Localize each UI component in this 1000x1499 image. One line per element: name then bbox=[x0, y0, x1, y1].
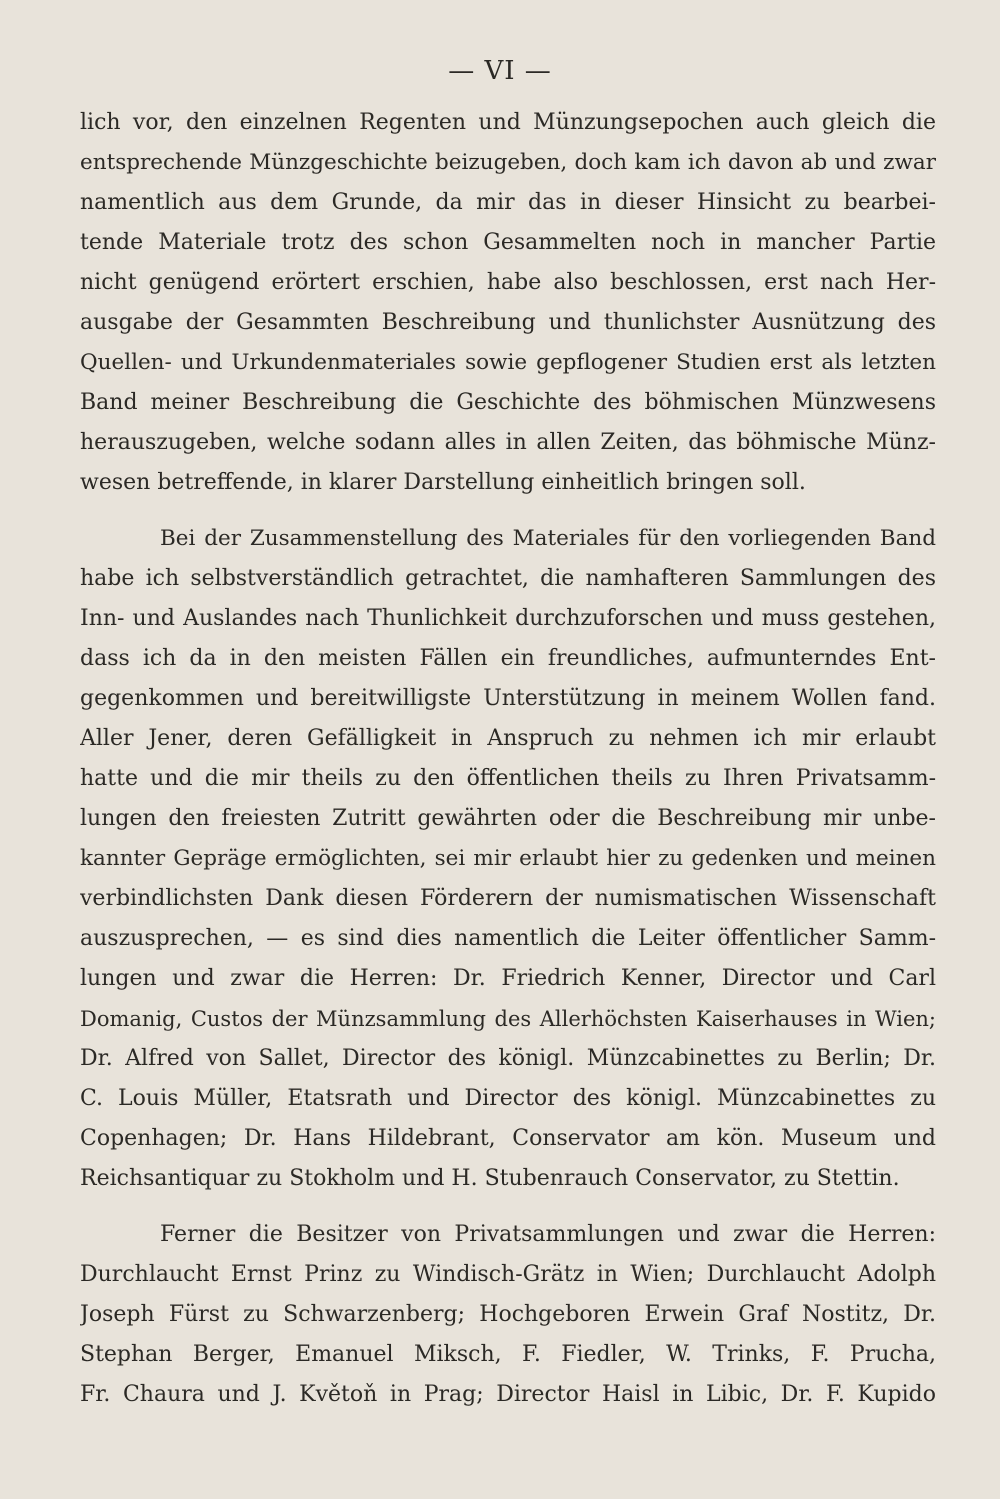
paragraph-3-line-5: Fr. Chaura und J. Květoň in Prag; Director Haisl in Libic, Dr. F. Kupido bbox=[80, 1382, 936, 1407]
paragraph-2-line-15: C. Louis Müller, Etatsrath und Director des königl. Münzcabinettes zu bbox=[80, 1086, 936, 1111]
paragraph-2-line-12: lungen und zwar die Herren: Dr. Friedrich Kenner, Director und Carl bbox=[80, 966, 936, 991]
paragraph-1-line-10: wesen betreffende, in klarer Darstellung einheitlich bringen soll. bbox=[80, 470, 806, 495]
paragraph-2-line-10: verbindlichsten Dank diesen Förderern der numismatischen Wissenschaft bbox=[80, 886, 936, 911]
paragraph-2-line-13: Domanig, Custos der Münzsammlung des Allerhöchsten Kaiserhauses in Wien; bbox=[80, 1007, 936, 1031]
page-number: — VI — bbox=[448, 56, 552, 86]
paragraph-2-line-2: habe ich selbstverständlich getrachtet, die namhafteren Sammlungen des bbox=[80, 566, 936, 591]
paragraph-1-line-5: nicht genügend erörtert erschien, habe also beschlossen, erst nach Her- bbox=[80, 270, 936, 295]
paragraph-2-line-14: Dr. Alfred von Sallet, Director des königl. Münzcabinettes zu Berlin; Dr. bbox=[80, 1046, 936, 1071]
paragraph-1-line-4: tende Materiale trotz des schon Gesammelten noch in mancher Partie bbox=[80, 230, 936, 255]
paragraph-3-line-3: Joseph Fürst zu Schwarzenberg; Hochgeboren Erwein Graf Nostitz, Dr. bbox=[80, 1302, 936, 1327]
paragraph-2-line-4: dass ich da in den meisten Fällen ein freundliches, aufmunterndes Ent- bbox=[80, 646, 936, 671]
paragraph-3-line-4: Stephan Berger, Emanuel Miksch, F. Fiedler, W. Trinks, F. Prucha, bbox=[80, 1342, 936, 1367]
paragraph-2-line-7: hatte und die mir theils zu den öffentlichen theils zu Ihren Privatsamm- bbox=[80, 766, 936, 791]
paragraph-2-line-3: Inn- und Auslandes nach Thunlichkeit durchzuforschen und muss gestehen, bbox=[80, 606, 936, 631]
paragraph-3-line-1: Ferner die Besitzer von Privatsammlungen und zwar die Herren: bbox=[160, 1222, 936, 1247]
paragraph-2-line-17: Reichsantiquar zu Stokholm und H. Stubenrauch Conservator, zu Stettin. bbox=[80, 1166, 900, 1191]
paragraph-2-line-9: kannter Gepräge ermöglichten, sei mir erlaubt hier zu gedenken und meinen bbox=[80, 846, 936, 871]
paragraph-2-line-16: Copenhagen; Dr. Hans Hildebrant, Conservator am kön. Museum und bbox=[80, 1126, 936, 1151]
paragraph-1-line-8: Band meiner Beschreibung die Geschichte des böhmischen Münzwesens bbox=[80, 390, 936, 415]
paragraph-1-line-2: entsprechende Münzgeschichte beizugeben, doch kam ich davon ab und zwar bbox=[80, 150, 936, 175]
paragraph-2-line-1: Bei der Zusammenstellung des Materiales für den vorliegenden Band bbox=[160, 526, 936, 551]
paragraph-1-line-1: lich vor, den einzelnen Regenten und Münzungsepochen auch gleich die bbox=[80, 110, 936, 135]
paragraph-1-line-9: herauszugeben, welche sodann alles in allen Zeiten, das böhmische Münz- bbox=[80, 430, 936, 455]
paragraph-1-line-3: namentlich aus dem Grunde, da mir das in dieser Hinsicht zu bearbei- bbox=[80, 190, 936, 215]
paragraph-2-line-6: Aller Jener, deren Gefälligkeit in Anspruch zu nehmen ich mir erlaubt bbox=[80, 726, 936, 751]
paragraph-1-line-6: ausgabe der Gesammten Beschreibung und thunlichster Ausnützung des bbox=[80, 310, 936, 335]
paragraph-3-line-2: Durchlaucht Ernst Prinz zu Windisch-Grätz in Wien; Durchlaucht Adolph bbox=[80, 1262, 936, 1287]
paragraph-2-line-5: gegenkommen und bereitwilligste Unterstützung in meinem Wollen fand. bbox=[80, 686, 936, 711]
paragraph-2-line-11: auszusprechen, — es sind dies namentlich die Leiter öffentlicher Samm- bbox=[80, 926, 936, 951]
paragraph-2-line-8: lungen den freiesten Zutritt gewährten oder die Beschreibung mir unbe- bbox=[80, 806, 936, 831]
paragraph-1-line-7: Quellen- und Urkundenmateriales sowie gepflogener Studien erst als letzten bbox=[80, 350, 936, 375]
